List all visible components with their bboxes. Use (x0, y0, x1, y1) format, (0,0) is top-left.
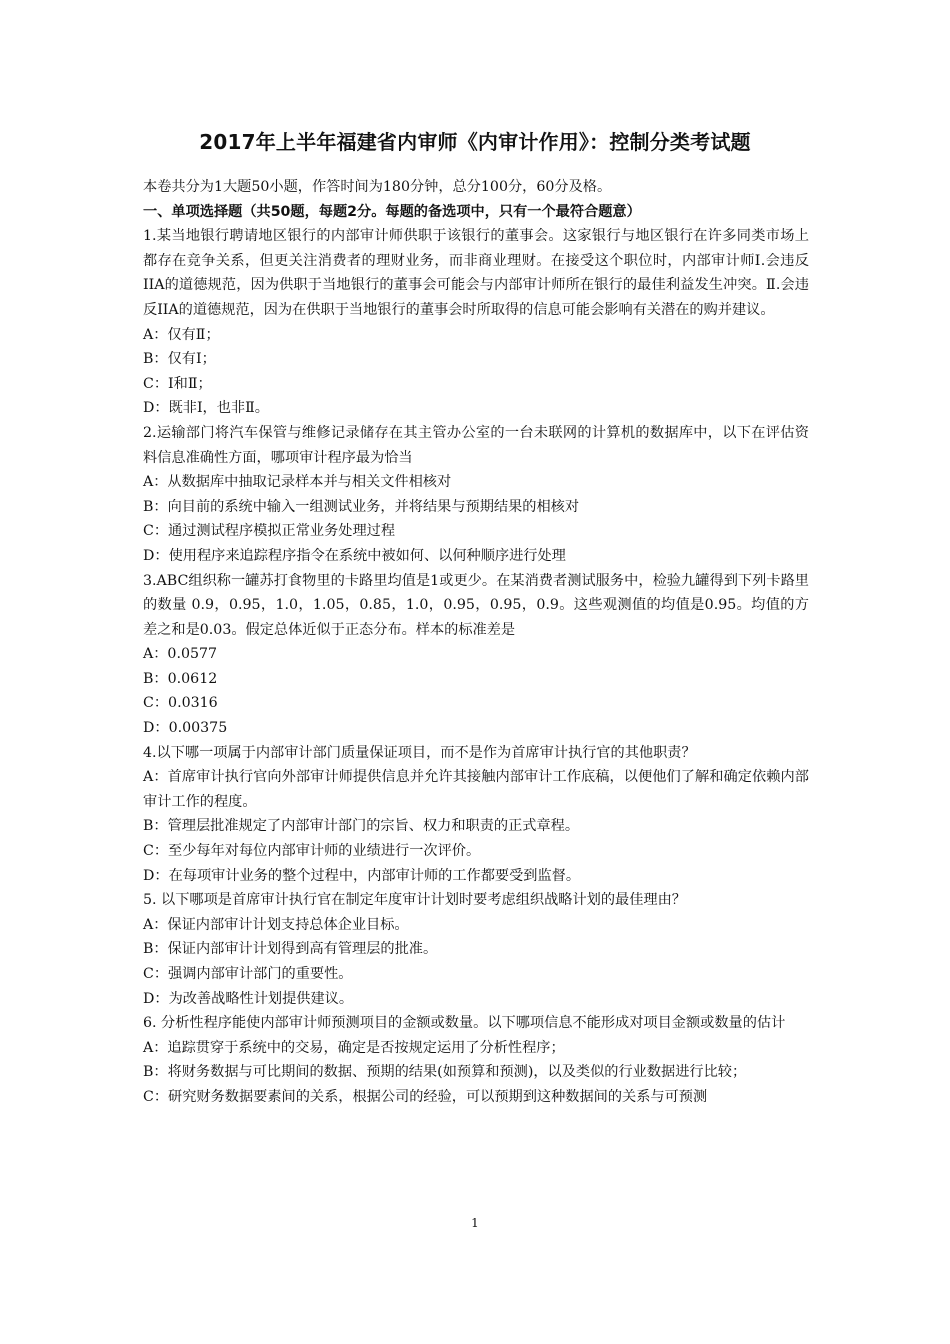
question-1 (143, 224, 809, 421)
question-6 (143, 1011, 809, 1109)
option-b: B：0.0612 (143, 670, 218, 687)
page-number: 1 (471, 1216, 479, 1230)
question-stem: 1.某当地银行聘请地区银行的内部审计师供职于该银行的董事会。这家银行与地区银行在许多同类市场上都存在竞争关系，但更关注消费者的理财业务，而非商业理财。在接受这个职位时，内部审计师Ⅰ.会违反IIA的道德规范，因为供职于当地银行的董事会可能会与内部审计师所在银行的最佳利益发生冲突。Ⅱ.会违反IIA的道德规范，因为在供职于当地银行的董事会时所取得的信息可能会影响有关潜在的购并建议。 (143, 228, 809, 318)
question-3 (143, 569, 809, 741)
document-title: 2017年上半年福建省内审师《内审计作用》：控制分类考试题 (199, 130, 751, 154)
question-stem: 5. 以下哪项是首席审计执行官在制定年度审计计划时要考虑组织战略计划的最佳理由？ (143, 892, 686, 909)
option-b: B：保证内部审计计划得到高有管理层的批准。 (143, 941, 438, 958)
option-b: B：向目前的系统中输入一组测试业务，并将结果与预期结果的相核对 (143, 498, 580, 515)
section-heading: 一、单项选择题（共50题，每题2分。每题的备选项中，只有一个最符合题意） (143, 203, 641, 220)
option-d: D：在每项审计业务的整个过程中，内部审计师的工作都要受到监督。 (143, 867, 581, 884)
option-b: B：仅有Ⅰ； (143, 351, 216, 368)
document-body (143, 175, 809, 1110)
option-a: A：0.0577 (143, 646, 218, 663)
question-5 (143, 888, 809, 1011)
question-stem: 6. 分析性程序能使内部审计师预测项目的金额或数量。以下哪项信息不能形成对项目金额或数量的估计 (143, 1015, 786, 1032)
option-b: B：将财务数据与可比期间的数据、预期的结果(如预算和预测)，以及类似的行业数据进行比较； (143, 1064, 747, 1081)
option-c: C：Ⅰ和Ⅱ； (143, 375, 212, 392)
option-c: C：至少每年对每位内部审计师的业绩进行一次评价。 (143, 843, 481, 860)
option-c: C：研究财务数据要素间的关系，根据公司的经验，可以预期到这种数据间的关系与可预测 (143, 1088, 708, 1105)
option-a: A：首席审计执行官向外部审计师提供信息并允许其接触内部审计工作底稿，以便他们了解和确定依赖内部审计工作的程度。 (143, 769, 809, 810)
option-a: A：追踪贯穿于系统中的交易，确定是否按规定运用了分析性程序； (143, 1039, 565, 1056)
option-a: A：保证内部审计计划支持总体企业目标。 (143, 916, 409, 933)
option-d: D：0.00375 (143, 720, 228, 737)
option-c: C：0.0316 (143, 695, 218, 712)
option-a: A：从数据库中抽取记录样本并与相关文件相核对 (143, 474, 452, 491)
exam-intro: 本卷共分为1大题50小题，作答时间为180分钟，总分100分，60分及格。 (143, 179, 612, 195)
option-d: D：使用程序来追踪程序指令在系统中被如何、以何种顺序进行处理 (143, 547, 566, 564)
option-a: A：仅有Ⅱ； (143, 326, 220, 343)
option-c: C：通过测试程序模拟正常业务处理过程 (143, 523, 396, 540)
option-b: B：管理层批准规定了内部审计部门的宗旨、权力和职责的正式章程。 (143, 818, 580, 835)
option-c: C：强调内部审计部门的重要性。 (143, 966, 353, 982)
question-stem: 2.运输部门将汽车保管与维修记录储存在其主管办公室的一台未联网的计算机的数据库中，以下在评估资料信息准确性方面，哪项审计程序最为恰当 (143, 424, 809, 466)
question-stem: 4.以下哪一项属于内部审计部门质量保证项目，而不是作为首席审计执行官的其他职责？ (143, 744, 696, 761)
option-d: D：为改善战略性计划提供建议。 (143, 990, 354, 1007)
option-d: D：既非Ⅰ，也非Ⅱ。 (143, 400, 269, 417)
question-2 (143, 421, 809, 569)
question-4 (143, 741, 809, 889)
question-stem: 3.ABC组织称一罐苏打食物里的卡路里均值是1或更少。在某消费者测试服务中，检验九罐得到下列卡路里的数量 0.9，0.95，1.0，1.05，0.85，1.0，0.95，0.95，0.9。这些观测值的均值是0.95。均值的方差之和是0.03。假定总体近似于正态分布。样本的标准差是 (143, 572, 809, 638)
